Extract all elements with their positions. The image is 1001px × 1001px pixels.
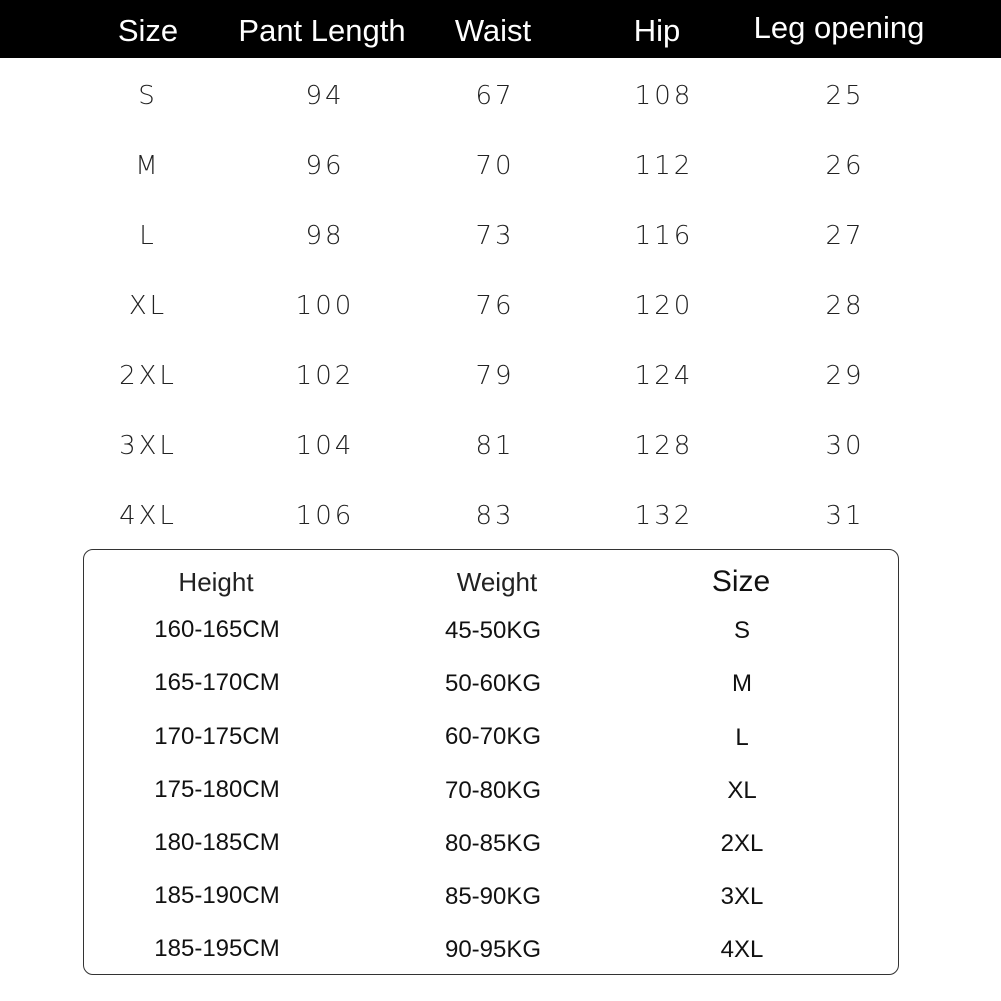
weight-cell: 70-80KG bbox=[444, 777, 542, 804]
size-cell: 3XL bbox=[119, 431, 177, 461]
leg-opening-cell: 29 bbox=[825, 361, 865, 391]
leg-opening-cell: 27 bbox=[825, 221, 865, 251]
hip-cell: 116 bbox=[634, 221, 694, 251]
table-row bbox=[0, 268, 1001, 338]
height-cell: 180-185CM bbox=[154, 829, 280, 856]
size-cell: L bbox=[735, 724, 749, 751]
leg-opening-cell: 25 bbox=[825, 81, 865, 111]
table-row bbox=[0, 408, 1001, 478]
table-row bbox=[0, 128, 1001, 198]
waist-cell: 83 bbox=[475, 501, 515, 531]
hip-cell: 124 bbox=[634, 361, 694, 391]
hip-cell: 128 bbox=[634, 431, 694, 461]
waist-cell: 67 bbox=[475, 81, 515, 111]
pant-length-cell: 98 bbox=[305, 221, 345, 251]
measurement-table-header bbox=[0, 0, 1001, 58]
waist-cell: 70 bbox=[475, 151, 515, 181]
size-cell: 2XL bbox=[119, 361, 177, 391]
waist-cell: 76 bbox=[475, 291, 515, 321]
size-cell: S bbox=[733, 617, 751, 644]
height-cell: 185-190CM bbox=[154, 882, 280, 909]
size-cell: M bbox=[135, 151, 161, 181]
header-hip: Hip bbox=[633, 13, 681, 48]
table-row bbox=[0, 58, 1001, 128]
header-waist: Waist bbox=[454, 13, 532, 48]
table-row bbox=[0, 338, 1001, 408]
weight-cell: 45-50KG bbox=[444, 617, 542, 644]
height-cell: 165-170CM bbox=[154, 669, 280, 696]
hip-cell: 112 bbox=[634, 151, 694, 181]
guide-header-weight: Weight bbox=[456, 567, 538, 597]
size-cell: 4XL bbox=[119, 501, 177, 531]
hip-cell: 132 bbox=[634, 501, 694, 531]
waist-cell: 79 bbox=[475, 361, 515, 391]
hip-cell: 108 bbox=[634, 81, 694, 111]
size-cell: M bbox=[732, 670, 752, 697]
pant-length-cell: 102 bbox=[295, 361, 355, 391]
leg-opening-cell: 28 bbox=[825, 291, 865, 321]
waist-cell: 81 bbox=[475, 431, 515, 461]
pant-length-cell: 96 bbox=[305, 151, 345, 181]
weight-cell: 85-90KG bbox=[444, 883, 542, 910]
size-cell: S bbox=[138, 81, 158, 111]
leg-opening-cell: 31 bbox=[825, 501, 865, 531]
header-size: Size bbox=[117, 13, 179, 48]
size-guide-box bbox=[83, 549, 899, 975]
weight-cell: 80-85KG bbox=[444, 830, 542, 857]
size-cell: XL bbox=[128, 291, 168, 321]
measurement-table bbox=[0, 58, 1001, 548]
header-leg-opening: Leg opening bbox=[753, 10, 925, 45]
pant-length-cell: 104 bbox=[295, 431, 355, 461]
height-cell: 160-165CM bbox=[154, 616, 280, 643]
hip-cell: 120 bbox=[634, 291, 694, 321]
pant-length-cell: 100 bbox=[295, 291, 355, 321]
table-row bbox=[0, 478, 1001, 548]
size-cell: 3XL bbox=[720, 883, 764, 910]
size-cell: XL bbox=[727, 777, 757, 804]
header-pant-length: Pant Length bbox=[238, 13, 406, 48]
weight-cell: 50-60KG bbox=[444, 670, 542, 697]
waist-cell: 73 bbox=[475, 221, 515, 251]
weight-cell: 60-70KG bbox=[444, 723, 542, 750]
pant-length-cell: 94 bbox=[305, 81, 345, 111]
guide-header-size: Size bbox=[711, 565, 771, 598]
leg-opening-cell: 26 bbox=[825, 151, 865, 181]
size-cell: 4XL bbox=[720, 936, 764, 963]
weight-cell: 90-95KG bbox=[444, 936, 542, 963]
size-cell: L bbox=[139, 221, 157, 251]
pant-length-cell: 106 bbox=[295, 501, 355, 531]
table-row bbox=[0, 198, 1001, 268]
height-cell: 185-195CM bbox=[154, 935, 280, 962]
height-cell: 175-180CM bbox=[154, 776, 280, 803]
guide-header-height: Height bbox=[178, 567, 254, 597]
height-cell: 170-175CM bbox=[154, 723, 280, 750]
leg-opening-cell: 30 bbox=[825, 431, 865, 461]
size-cell: 2XL bbox=[720, 830, 764, 857]
